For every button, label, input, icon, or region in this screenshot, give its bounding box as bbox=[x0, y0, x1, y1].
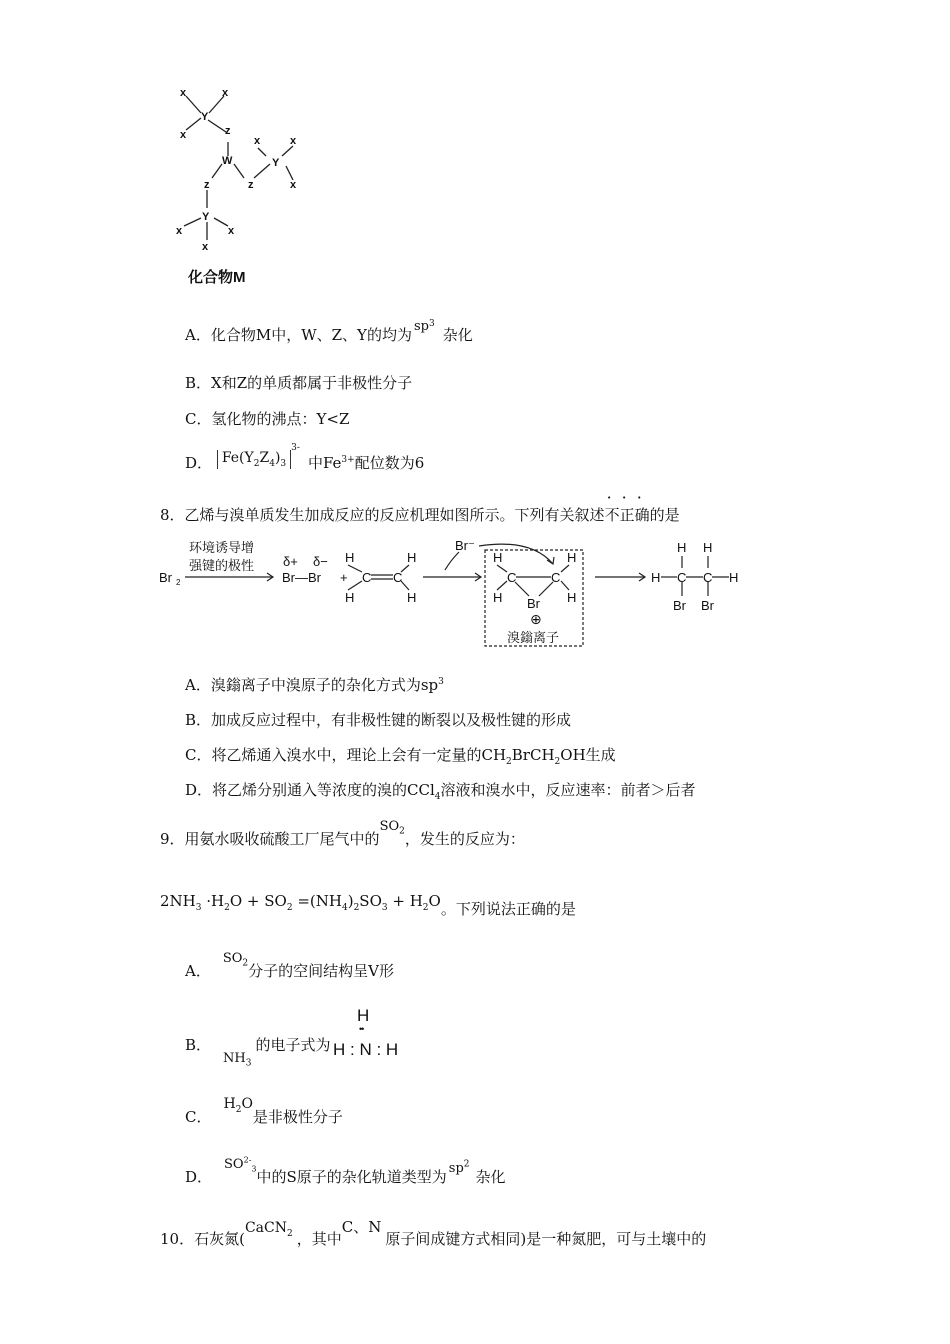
scheme-br-minus: Br⁻ bbox=[455, 538, 475, 553]
atom-x: x bbox=[180, 87, 187, 99]
option-letter: B． bbox=[185, 711, 212, 729]
scheme-c: C bbox=[551, 570, 561, 585]
option-text: 化合物M中，W、Z、Y的均为 bbox=[210, 326, 412, 344]
option-letter: C． bbox=[185, 1108, 212, 1126]
scheme-h: H bbox=[345, 590, 355, 605]
q10-stem bbox=[160, 1218, 707, 1251]
option-text: 溴鎓离子中溴原子的杂化方式为sp bbox=[210, 676, 439, 694]
option-text: 杂化 bbox=[475, 1168, 506, 1186]
scheme-c: C bbox=[677, 570, 687, 585]
question-text: 石灰氮( bbox=[194, 1230, 245, 1248]
option-text: X和Z的单质都属于非极性分子 bbox=[211, 374, 413, 392]
option-letter: D． bbox=[185, 454, 213, 472]
q7-option-d: D． $Fe(Y_2Z_4)_3^{3-}$中$Fe^{3+}$配位数为6 bbox=[185, 443, 425, 472]
scheme-arrow-label: 强键的极性 bbox=[189, 558, 255, 573]
atom-x: x bbox=[222, 87, 229, 99]
option-formula: $SO^{2-}_3$ bbox=[224, 1155, 257, 1174]
option-text: 中Fe bbox=[307, 454, 342, 472]
emphasis-text: ··· 不正确 bbox=[604, 488, 652, 524]
q8-option-a: A．溴鎓离子中溴原子的杂化方式为$sp^3$ bbox=[185, 676, 444, 694]
atom-y: Y bbox=[201, 111, 209, 123]
q8-stem bbox=[160, 488, 680, 525]
option-text: 加成反应过程中，有非极性键的断裂以及极性键的形成 bbox=[211, 711, 572, 729]
atom-x: x bbox=[202, 241, 209, 253]
q8-option-c: C．将乙烯通入溴水中，理论上会有一定量的$CH_2BrCH_2OH$生成 bbox=[185, 746, 616, 767]
lone-pair: •• bbox=[359, 1024, 364, 1034]
option-formula: $NH_3$ bbox=[223, 1051, 252, 1069]
option-text: 分子的空间结构呈V形 bbox=[248, 962, 394, 980]
q7-option-b bbox=[185, 372, 412, 393]
complex-charge: 3- bbox=[291, 443, 300, 453]
atom-z: z bbox=[225, 125, 231, 137]
atom-x: x bbox=[180, 129, 187, 141]
question-text: 用氨水吸收硫酸工厂尾气中的 bbox=[184, 830, 380, 848]
q7-option-c bbox=[185, 408, 349, 429]
atom-y: Y bbox=[272, 157, 280, 169]
question-text: ，发生的反应为： bbox=[404, 830, 525, 848]
option-letter: D． bbox=[185, 1168, 213, 1186]
option-text: 将乙烯通入溴水中，理论上会有一定量的CH bbox=[211, 746, 507, 764]
option-formula: sp bbox=[413, 319, 429, 334]
compound-m-caption: 化合物M bbox=[188, 269, 246, 286]
q9-option-a bbox=[185, 951, 394, 983]
scheme-oplus: ⊕ bbox=[530, 611, 542, 627]
formula-cn: C、N bbox=[341, 1218, 382, 1236]
scheme-c: C bbox=[703, 570, 713, 585]
scheme-c: C bbox=[362, 570, 372, 585]
scheme-br: Br bbox=[673, 598, 686, 613]
scheme-h: H bbox=[407, 590, 417, 605]
option-letter: A． bbox=[185, 326, 211, 344]
complex-formula: $Fe(Y_2Z_4)_3$ bbox=[217, 450, 291, 469]
scheme-h: H bbox=[729, 570, 739, 585]
option-letter: C． bbox=[185, 410, 212, 428]
option-formula: $sp^2$ bbox=[448, 1159, 470, 1176]
formula-cacn2: CaCN$_2$ bbox=[244, 1220, 293, 1239]
option-formula: $H_2O$ bbox=[223, 1096, 253, 1115]
scheme-brbr: Br—Br bbox=[282, 570, 321, 585]
atom-x: x bbox=[228, 225, 235, 237]
reaction-mechanism-scheme bbox=[155, 534, 755, 650]
q8-option-b bbox=[185, 709, 571, 730]
scheme-h: H bbox=[651, 570, 661, 585]
q7-option-a bbox=[185, 319, 473, 345]
emphasis-dots: ··· bbox=[606, 488, 652, 507]
scheme-h: H bbox=[567, 590, 577, 605]
question-text: 。下列说法正确的是 bbox=[440, 900, 576, 918]
scheme-h: H bbox=[407, 550, 417, 565]
question-number: 9． bbox=[160, 830, 185, 848]
scheme-h: H bbox=[567, 550, 577, 565]
formula-so2: $SO_2$ bbox=[379, 819, 405, 837]
question-number: 8． bbox=[160, 506, 185, 524]
scheme-c: C bbox=[393, 570, 403, 585]
scheme-delta-minus: δ− bbox=[313, 554, 328, 569]
option-letter: D． bbox=[185, 781, 213, 799]
option-letter: C． bbox=[185, 746, 212, 764]
scheme-br2: Br bbox=[159, 570, 172, 585]
question-text: ，其中 bbox=[296, 1230, 342, 1248]
option-text: 氢化物的沸点：Y<Z bbox=[211, 410, 350, 428]
scheme-h: H bbox=[493, 590, 503, 605]
scheme-h: H bbox=[345, 550, 355, 565]
option-letter: A． bbox=[185, 676, 211, 694]
atom-w: W bbox=[222, 155, 233, 167]
q9-equation: $2NH_3 \cdot H_2O + SO_2 =(NH_4)_2SO_3 + H_2O$。下列说法正确的是 bbox=[160, 892, 576, 918]
option-text: 是非极性分子 bbox=[252, 1108, 343, 1126]
scheme-h: H bbox=[493, 550, 503, 565]
q9-option-b bbox=[185, 1034, 331, 1069]
scheme-br2-sub: 2 bbox=[176, 578, 181, 587]
scheme-delta-plus: δ+ bbox=[283, 554, 298, 569]
compound-m-structure bbox=[170, 84, 310, 256]
option-letter: B． bbox=[185, 374, 212, 392]
option-letter: B． bbox=[185, 1036, 212, 1054]
question-text: 的是 bbox=[649, 506, 680, 524]
scheme-br: Br bbox=[701, 598, 714, 613]
atom-x: x bbox=[254, 135, 261, 147]
scheme-br: Br bbox=[527, 596, 540, 611]
q8-option-d: D．将乙烯分别通入等浓度的溴的CCl$_4$溶液和溴水中，反应速率：前者＞后者 bbox=[185, 781, 696, 802]
q9-option-c bbox=[185, 1096, 343, 1129]
atom-z: z bbox=[248, 179, 254, 191]
q9-option-d bbox=[185, 1155, 506, 1188]
question-number: 10． bbox=[160, 1230, 195, 1248]
option-text: 中的S原子的杂化轨道类型为 bbox=[256, 1168, 447, 1186]
scheme-arrow-label: 环境诱导增 bbox=[189, 540, 255, 555]
question-text: 乙烯与溴单质发生加成反应的反应机理如图所示。下列有关叙述 bbox=[184, 506, 605, 524]
option-text: 配位数为6 bbox=[354, 454, 425, 472]
atom-x: x bbox=[290, 135, 297, 147]
option-text: 的电子式为 bbox=[255, 1036, 331, 1054]
q9-stem bbox=[160, 819, 525, 851]
atom-x: x bbox=[176, 225, 183, 237]
atom-x: x bbox=[290, 179, 297, 191]
atom-z: z bbox=[204, 179, 210, 191]
dot-row: H : N : H bbox=[333, 1040, 399, 1059]
scheme-h: H bbox=[677, 540, 687, 555]
atom-y: Y bbox=[202, 211, 210, 223]
scheme-bromonium-label: 溴鎓离子 bbox=[507, 630, 560, 645]
option-letter: A． bbox=[185, 962, 211, 980]
option-text: 杂化 bbox=[442, 326, 473, 344]
option-formula: $SO_2$ bbox=[222, 951, 249, 969]
dot-h-top: H bbox=[357, 1006, 370, 1025]
scheme-c: C bbox=[507, 570, 517, 585]
option-text: 将乙烯分别通入等浓度的溴的CCl bbox=[212, 781, 435, 799]
scheme-h: H bbox=[703, 540, 713, 555]
scheme-plus: + bbox=[340, 570, 348, 585]
option-sup: 3 bbox=[428, 319, 435, 329]
question-text: 原子间成键方式相同)是一种氮肥，可与土壤中的 bbox=[385, 1230, 707, 1248]
